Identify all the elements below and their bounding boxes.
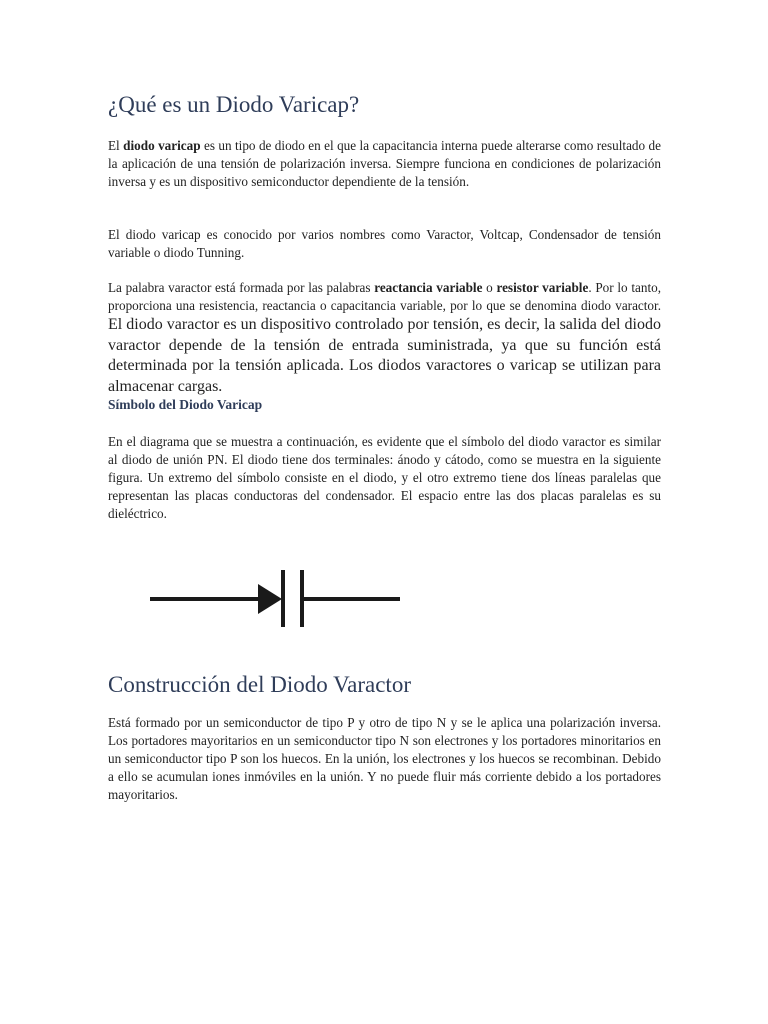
para3-t1: La palabra varactor está formada por las palabras: [108, 280, 375, 295]
paragraph-construction: Está formado por un semiconductor de tipo P y otro de tipo N y se le aplica una polarización inversa. Los portadores mayoritarios en un semiconductor tipo N son electrones y los portadores minoritarios en un semiconductor tipo P son los huecos. En la unión, los electrones y los huecos se recombinan. Debido a ello se acumulan iones inmóviles en la unión. Y no puede fluir más corriente debido a los portadores mayoritarios.: [108, 715, 661, 802]
paragraph-intro: [108, 137, 661, 191]
paragraph-names: El diodo varicap es conocido por varios nombres como Varactor, Voltcap, Condensador de tensión variable o diodo Tunning.: [108, 227, 661, 260]
symbol-diode-triangle: [258, 584, 282, 614]
para3-big: El diodo varactor es un dispositivo controlado por tensión, es decir, la salida del diodo varactor depende de la tensión de entrada suministrada, ya que su función está determinada por la tensión aplicada. Los diodos varactores o varicap se utilizan para almacenar cargas.: [108, 316, 661, 395]
heading-que-es: ¿Qué es un Diodo Varicap?: [108, 92, 360, 117]
para1-lead: El: [108, 138, 124, 153]
varicap-symbol-diagram: [150, 566, 402, 630]
para1-rest: es un tipo de diodo en el que la capacitancia interna puede alterarse como resultado de la aplicación de una tensión de polarización inversa. Siempre funciona en condiciones de polarización inversa y es un dispositivo semiconductor dependiente de la tensión.: [108, 138, 661, 189]
para3-t2: o: [482, 280, 497, 295]
paragraph-varactor-word: [108, 279, 661, 397]
para3-t3: . Por lo tanto, proporciona una resistencia, reactancia o capacitancia variable, por lo que se denomina diodo varactor.: [108, 280, 662, 313]
paragraph-symbol-description: En el diagrama que se muestra a continuación, es evidente que el símbolo del diodo varactor es similar al diodo de unión PN. El diodo tiene dos terminales: ánodo y cátodo, como se muestra en la siguiente figura. Un extremo del símbolo consiste en el diodo, y el otro extremo tiene dos líneas paralelas que representan las placas conductoras del condensador. El espacio entre las dos placas paralelas es su dieléctrico.: [108, 434, 661, 521]
para3-b2: resistor variable: [496, 280, 589, 295]
para1-bold: diodo varicap: [123, 138, 201, 153]
para3-b1: reactancia variable: [374, 280, 483, 295]
heading-construccion: Construcción del Diodo Varactor: [108, 672, 411, 697]
subtitle-simbolo: Símbolo del Diodo Varicap: [108, 397, 263, 412]
